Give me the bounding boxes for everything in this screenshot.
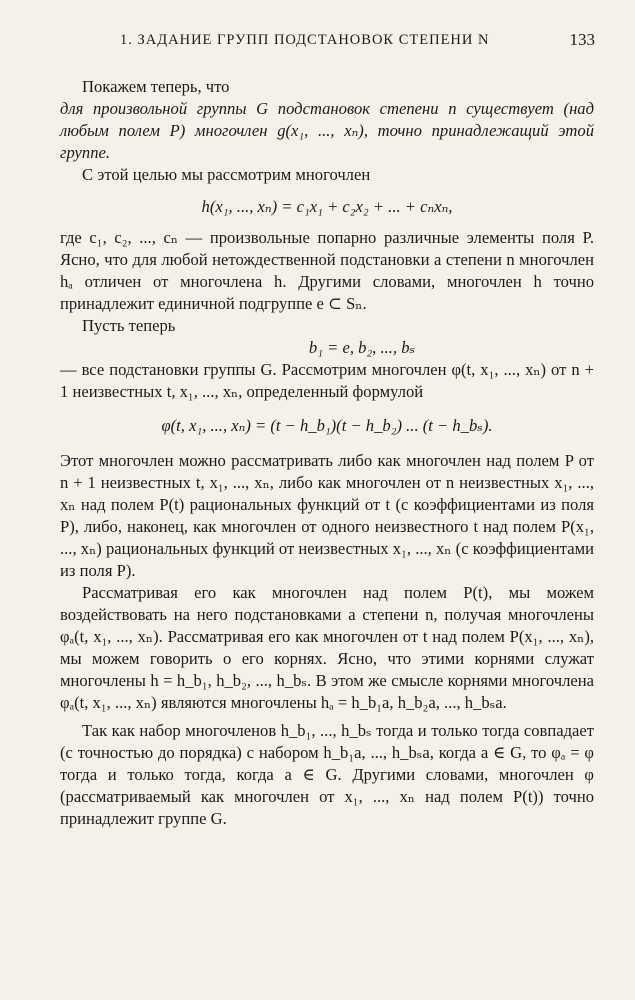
formula-b: b₁ = e, b₂, ..., bₛ xyxy=(308,338,416,357)
paragraph-phi-def: — все подстановки группы G. Рассмотрим многочлен φ(t, x₁, ..., xₙ) от n + 1 неизвестных t, x₁, ..., xₙ, определенный формулой xyxy=(60,360,594,401)
paragraph-consider: С этой целью мы рассмотрим многочлен xyxy=(82,165,371,184)
page-number: 133 xyxy=(569,30,595,49)
theorem-statement: для произвольной группы G подстановок степени n существует (над любым полем P) многочлен g(x₁, ..., xₙ), точно принадлежащий этой группе. xyxy=(60,99,594,162)
paragraph-roots: Рассматривая его как многочлен над полем P(t), мы можем воздействовать на него подстановками a степени n, получая многочлены φₐ(t, x₁, ..., xₙ). Рассматривая его как многочлен от t над полем P(x₁, ..., xₙ), мы можем говорить о его корнях. Ясно, что этими корнями служат многочлены h = h_b₁, h_b₂, ..., h_bₛ. В этом же смысле корнями многочлена φₐ(t, x₁, ..., xₙ) являются многочлены hₐ = h_b₁a, h_b₂a, ..., h_bₛa. xyxy=(60,583,594,712)
page-header xyxy=(60,30,595,58)
paragraph-three-views: Этот многочлен можно рассматривать либо как многочлен над полем P от n + 1 неизвестных t, x₁, ..., xₙ, либо как многочлен от n неизвестных x₁, ..., xₙ над полем P(t) рациональных функций от t (с коэффициентами из поля P), либо, наконец, как многочлен от одного неизвестного t над полем P(x₁, ..., xₙ) рациональных функций от неизвестных x₁, ..., xₙ (с коэффициентами из поля P). xyxy=(60,451,594,580)
page-body xyxy=(60,76,594,830)
paragraph-intro: Покажем теперь, что xyxy=(82,77,230,96)
formula-h: h(x₁, ..., xₙ) = c₁x₁ + c₂x₂ + ... + cₙxₙ, xyxy=(201,197,453,216)
paragraph-conclusion: Так как набор многочленов h_b₁, ..., h_bₛ тогда и только тогда совпадает (с точностью до порядка) с набором h_b₁a, ..., h_bₛa, когда a ∈ G, то φₐ = φ тогда и только тогда, когда a ∈ G. Другими словами, многочлен φ (рассматриваемый как многочлен от x₁, ..., xₙ над полем P(t)) точно принадлежит группе G. xyxy=(60,721,594,828)
formula-phi: φ(t, x₁, ..., xₙ) = (t − h_b₁)(t − h_b₂) ... (t − h_bₛ). xyxy=(161,416,493,435)
paragraph-let: Пусть теперь xyxy=(82,316,176,335)
running-title: 1. ЗАДАНИЕ ГРУПП ПОДСТАНОВОК СТЕПЕНИ N xyxy=(120,32,490,48)
paragraph-coefficients: где c₁, c₂, ..., cₙ — произвольные попарно различные элементы поля P. Ясно, что для любой нетождественной подстановки a степени n многочлен hₐ отличен от многочлена h. Другими словами, многочлен h точно принадлежит единичной подгруппе e ⊂ Sₙ. xyxy=(60,228,594,313)
